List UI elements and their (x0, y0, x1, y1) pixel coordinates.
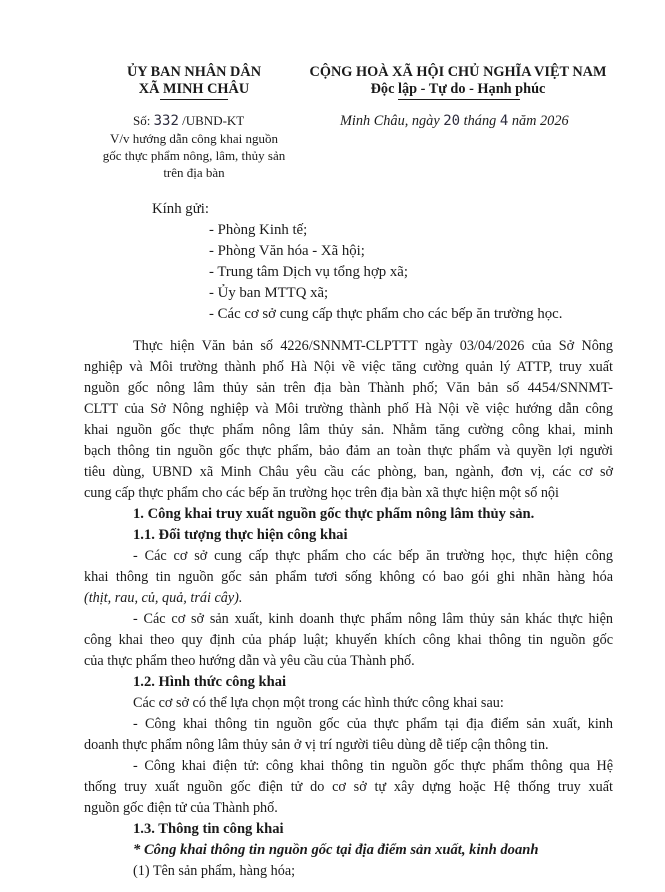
body-line: doanh thực phẩm nông lâm thủy sản ở vị trí người tiêu dùng dễ tiếp cận thông tin. (84, 737, 549, 753)
recipient-item: - Trung tâm Dịch vụ tổng hợp xã; (209, 264, 408, 280)
intro-line: nghiệp và Môi trường thành phố Hà Nội về việc tăng cường quản lý ATTP, truy xuất (84, 359, 613, 375)
place-date: Minh Châu, ngày 20 tháng 4 năm 2026 (340, 113, 569, 129)
recipient-item: - Phòng Văn hóa - Xã hội; (209, 243, 365, 259)
issuer-name-line1: ỦY BAN NHÂN DÂN (126, 64, 262, 80)
body-line: (thịt, rau, củ, quả, trái cây). (84, 590, 243, 606)
document-number: Số: 332 /UBND-KT (133, 113, 245, 129)
subsection-heading: 1.2. Hình thức công khai (133, 674, 287, 690)
intro-line: tiêu dùng, UBND xã Minh Châu yêu cầu các phòng, ban, ngành, đơn vị, các cơ sở (84, 464, 613, 480)
intro-line: khai nguồn gốc thực phẩm nông lâm thủy sản. Nhằm tăng cường công khai, minh (84, 422, 613, 438)
subsection-item-heading: * Công khai thông tin nguồn gốc tại địa điểm sản xuất, kinh doanh (133, 842, 539, 858)
body-line: công khai theo quy định của pháp luật; khuyến khích công khai thông tin nguồn gốc (84, 632, 613, 648)
subsection-heading: 1.1. Đối tượng thực hiện công khai (133, 527, 348, 543)
issuer-name-line2: XÃ MINH CHÂU (138, 81, 250, 97)
body-line: Các cơ sở có thể lựa chọn một trong các hình thức công khai sau: (133, 695, 504, 711)
intro-line: CLTT của Sở Nông nghiệp và Môi trường thành phố Hà Nội về việc hướng dẫn công (84, 401, 613, 417)
subject-line1: V/v hướng dẫn công khai nguồn (109, 131, 279, 146)
subsection-heading: 1.3. Thông tin công khai (133, 821, 284, 837)
recipient-item: - Phòng Kinh tế; (209, 222, 308, 238)
recipient-item: - Các cơ sở cung cấp thực phẩm cho các bếp ăn trường học. (209, 306, 563, 322)
national-title: CỘNG HOÀ XÃ HỘI CHỦ NGHĨA VIỆT NAM (309, 64, 607, 80)
recipient-item: - Ủy ban MTTQ xã; (209, 285, 329, 301)
intro-line: Thực hiện Văn bản số 4226/SNNMT-CLPTTT ngày 03/04/2026 của Sở Nông (133, 338, 613, 354)
body-line: (1) Tên sản phẩm, hàng hóa; (133, 863, 296, 879)
motto-underline (398, 99, 520, 100)
intro-line: cung cấp thực phẩm cho các bếp ăn trường học trên địa bàn xã thực hiện một số nội (84, 485, 559, 501)
body-line: - Các cơ sở cung cấp thực phẩm cho các bếp ăn trường học, thực hiện công (133, 548, 613, 564)
body-line: của thực phẩm theo hướng dẫn và yêu cầu của Thành phố. (84, 653, 415, 669)
intro-line: bạch thông tin nguồn gốc thực phẩm, bảo đảm an toàn thực phẩm và quyền lợi người (84, 443, 613, 459)
body-line: - Công khai điện tử: công khai thông tin nguồn gốc thực phẩm thông qua Hệ (133, 758, 613, 774)
section-heading: 1. Công khai truy xuất nguồn gốc thực phẩm nông lâm thủy sản. (133, 506, 535, 522)
national-motto: Độc lập - Tự do - Hạnh phúc (370, 81, 546, 97)
subject-line2: gốc thực phẩm nông, lâm, thủy sản (102, 148, 286, 163)
intro-line: nguồn gốc nông lâm thủy sản trên địa bàn Thành phố; Văn bản số 4454/SNNMT- (84, 380, 613, 396)
issuer-underline (160, 99, 228, 100)
subject-line3: trên địa bàn (163, 165, 225, 180)
body-line: nguồn gốc điện tử của Thành phố. (84, 800, 278, 816)
body-line: - Các cơ sở sản xuất, kinh doanh thực phẩm nông lâm thủy sản khác thực hiện (133, 611, 613, 627)
body-line: thống truy xuất nguồn gốc điện tử do cơ sở tự xây dựng hoặc Hệ thống truy xuất (84, 779, 613, 795)
body-line: - Công khai thông tin nguồn gốc của thực phẩm tại địa điểm sản xuất, kinh (133, 716, 613, 732)
handwritten-number: 332 (153, 113, 179, 129)
body-line: khai thông tin nguồn gốc sản phẩm tươi sống không có bao gói ghi nhãn hàng hóa (84, 569, 613, 585)
salutation: Kính gửi: (152, 201, 209, 217)
